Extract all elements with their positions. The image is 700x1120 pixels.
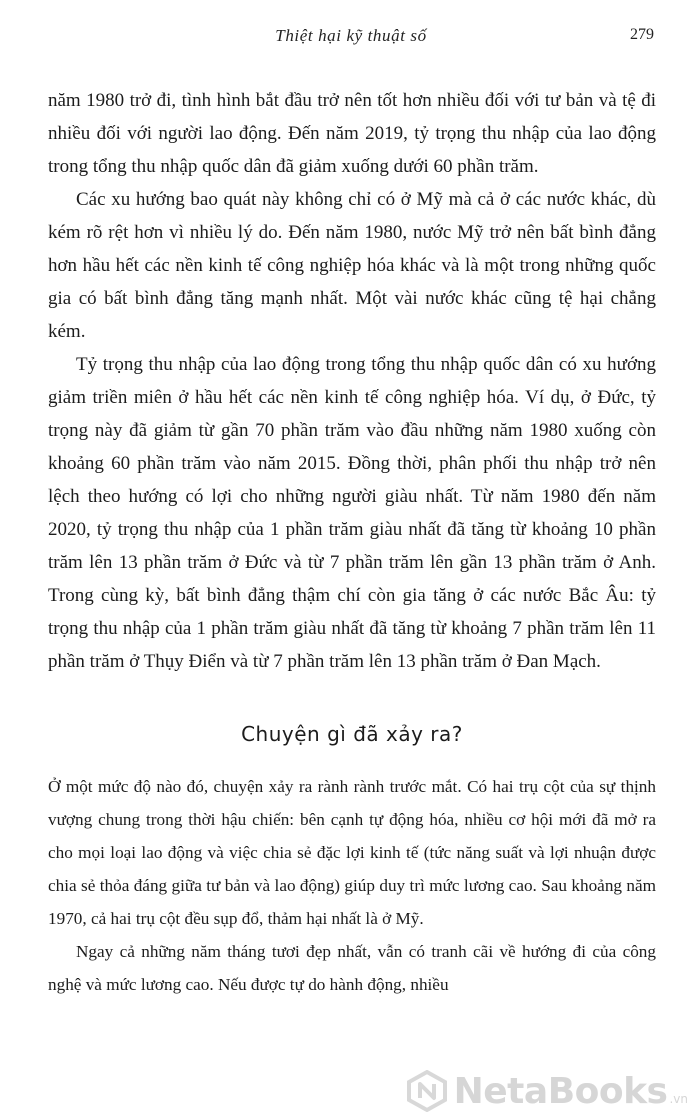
paragraph-2: Các xu hướng bao quát này không chỉ có ở Mỹ mà cả ở các nước khác, dù kém rõ rệt hơn vì nhiều lý do. Đến năm 1980, nước Mỹ trở nên bất bình đẳng hơn hầu hết các nền kinh tế công nghiệp hóa khác và là một trong những quốc gia có bất bình đẳng tăng mạnh nhất. Một vài nước khác cũng tệ hại chẳng kém. (48, 189, 656, 342)
paragraph-1: năm 1980 trở đi, tình hình bắt đầu trở nên tốt hơn nhiều đối với tư bản và tệ đi nhiều đối với người lao động. Đến năm 2019, tỷ trọng thu nhập của lao động trong tổng thu nhập quốc dân đã giảm xuống dưới 60 phần trăm. (48, 90, 656, 177)
section-paragraph-1: Ở một mức độ nào đó, chuyện xảy ra rành rành trước mắt. Có hai trụ cột của sự thịnh vượng chung trong thời hậu chiến: bên cạnh tự động hóa, nhiều cơ hội mới đã mở ra cho mọi loại lao động và việc chia sẻ đặc lợi kinh tế (tức năng suất và lợi nhuận được chia sẻ thỏa đáng giữa tư bản và lao động) giúp duy trì mức lương cao. Sau khoảng năm 1970, cả hai trụ cột đều sụp đổ, thảm hại nhất là ở Mỹ. (48, 777, 656, 928)
netabooks-logo-icon (406, 1070, 448, 1112)
chapter-title: Thiệt hại kỹ thuật số (275, 26, 427, 45)
watermark-text: NetaBooks (453, 1070, 668, 1112)
section-heading: Chuyện gì đã xảy ra? (241, 722, 463, 746)
section-paragraph-2: Ngay cả những năm tháng tươi đẹp nhất, vẫn có tranh cãi về hướng đi của công nghệ và mức lương cao. Nếu được tự do hành động, nhiều (48, 942, 656, 994)
watermark-suffix: .vn (669, 1092, 688, 1106)
watermark (406, 1070, 688, 1112)
page-number: 279 (630, 26, 654, 43)
paragraph-3: Tỷ trọng thu nhập của lao động trong tổng thu nhập quốc dân có xu hướng giảm triền miên ở hầu hết các nền kinh tế công nghiệp hóa. Ví dụ, ở Đức, tỷ trọng này đã giảm từ gần 70 phần trăm vào đầu những năm 1980 xuống còn khoảng 60 phần trăm vào năm 2015. Đồng thời, phân phối thu nhập trở nên lệch theo hướng có lợi cho những người giàu nhất. Từ năm 1980 đến năm 2020, tỷ trọng thu nhập của 1 phần trăm giàu nhất đã tăng từ khoảng 10 phần trăm lên 13 phần trăm ở Đức và từ 7 phần trăm lên gần 13 phần trăm ở Anh. Trong cùng kỳ, bất bình đẳng thậm chí còn gia tăng ở các nước Bắc Âu: tỷ trọng thu nhập của 1 phần trăm giàu nhất đã tăng từ khoảng 7 phần trăm lên 11 phần trăm ở Thụy Điển và từ 7 phần trăm lên 13 phần trăm ở Đan Mạch. (48, 354, 656, 672)
running-header (48, 26, 654, 52)
section-body (48, 770, 656, 1001)
body-text (48, 84, 656, 1001)
